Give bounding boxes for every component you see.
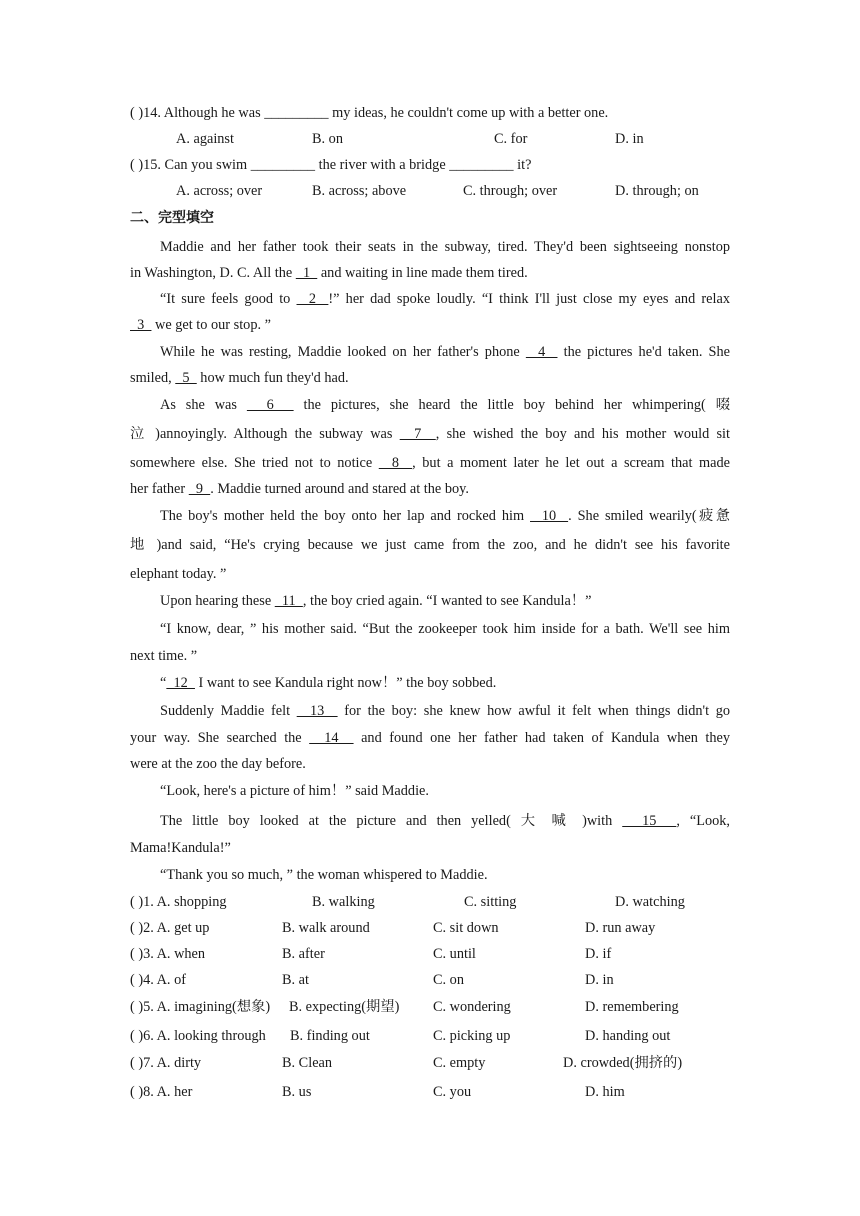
passage-line-4: 3 we get to our stop. ” xyxy=(130,317,271,333)
blank-number: 3 xyxy=(130,317,152,333)
question-15-stem: ( )15. Can you swim _________ the river with a bridge _________ it? xyxy=(130,157,532,173)
blank-number: 6 xyxy=(246,397,294,413)
blank-number: 11 xyxy=(274,593,303,609)
passage-line-13: elephant today. ” xyxy=(130,566,227,582)
blank-number: 1 xyxy=(295,265,318,281)
passage-line-17: “ 12 I want to see Kandula right now！” the boy sobbed. xyxy=(160,675,497,691)
passage-line-10: her father 9 . Maddie turned around and stared at the boy. xyxy=(130,481,469,497)
answer-row-8-a: ( )8. A. her xyxy=(130,1084,193,1100)
q15-option-c: C. through; over xyxy=(463,183,558,199)
answer-row-3-d: D. if xyxy=(585,946,612,962)
answer-row-7-d: D. crowded(拥挤的) xyxy=(563,1055,683,1071)
blank-number: 15 xyxy=(622,813,677,829)
blank-number: 7 xyxy=(399,426,436,442)
passage-line-3: “It sure feels good to 2 !” her dad spoke loudly. “I think I'll just close my eyes and relax xyxy=(160,291,730,307)
passage-line-18: Suddenly Maddie felt 13 for the boy: she knew how awful it felt when things didn't go xyxy=(160,703,730,719)
answer-row-5-b: B. expecting(期望) xyxy=(289,999,400,1015)
answer-row-2-b: B. walk around xyxy=(282,920,370,936)
answer-row-5-c: C. wondering xyxy=(433,999,511,1015)
passage-line-21: “Look, here's a picture of him！” said Maddie. xyxy=(160,783,429,799)
blank-number: 5 xyxy=(175,370,197,386)
answer-row-8-d: D. him xyxy=(585,1084,625,1100)
blank-number: 8 xyxy=(378,455,413,471)
passage-line-1: Maddie and her father took their seats in the subway, tired. They'd been sightseeing nonstop xyxy=(160,239,730,255)
answer-row-2-d: D. run away xyxy=(585,920,656,936)
answer-row-7-a: ( )7. A. dirty xyxy=(130,1055,202,1071)
answer-row-6-d: D. handing out xyxy=(585,1028,671,1044)
q14-option-c: C. for xyxy=(494,131,528,147)
passage-line-14: Upon hearing these 11 , the boy cried again. “I wanted to see Kandula！” xyxy=(160,593,592,609)
blank-number: 2 xyxy=(296,291,329,307)
passage-line-2: in Washington, D. C. All the 1 and waiting in line made them tired. xyxy=(130,265,528,281)
answer-row-7-b: B. Clean xyxy=(282,1055,333,1071)
passage-line-11: The boy's mother held the boy onto her lap and rocked him 10 . She smiled wearily(疲惫 xyxy=(160,508,731,524)
q15-option-d: D. through; on xyxy=(615,183,699,199)
blank-number: 12 xyxy=(166,675,195,691)
answer-row-1-a: ( )1. A. shopping xyxy=(130,894,227,910)
answer-row-1-c: C. sitting xyxy=(464,894,517,910)
blank-number: 14 xyxy=(309,730,354,746)
passage-line-19: your way. She searched the 14 and found one her father had taken of Kandula when they xyxy=(130,730,731,746)
answer-row-5-a: ( )5. A. imagining(想象) xyxy=(130,999,271,1015)
section-heading: 二、完型填空 xyxy=(130,210,214,226)
passage-line-12: 地 )and said, “He's crying because we just came from the zoo, and he didn't see his favorite xyxy=(130,537,730,553)
answer-row-6-c: C. picking up xyxy=(433,1028,511,1044)
answer-row-6-a: ( )6. A. looking through xyxy=(130,1028,266,1044)
blank-number: 4 xyxy=(525,344,558,360)
answer-row-3-a: ( )3. A. when xyxy=(130,946,206,962)
answer-row-3-c: C. until xyxy=(433,946,476,962)
answer-row-1-d: D. watching xyxy=(615,894,685,910)
passage-line-15: “I know, dear, ” his mother said. “But the zookeeper took him inside for a bath. We'll see him xyxy=(160,621,730,637)
passage-line-7: As she was 6 the pictures, she heard the little boy behind her whimpering( 啜 xyxy=(160,397,730,413)
passage-line-22: The little boy looked at the picture and then yelled( 大 喊 )with 15 , “Look, xyxy=(160,813,731,829)
passage-line-6: smiled, 5 how much fun they'd had. xyxy=(130,370,349,386)
blank-number: 13 xyxy=(296,703,338,719)
question-14-stem: ( )14. Although he was _________ my ideas, he couldn't come up with a better one. xyxy=(130,105,609,121)
passage-line-16: next time. ” xyxy=(130,648,198,664)
answer-row-7-c: C. empty xyxy=(433,1055,486,1071)
answer-row-5-d: D. remembering xyxy=(585,999,679,1015)
answer-row-4-c: C. on xyxy=(433,972,464,988)
blank-number: 9 xyxy=(188,481,211,497)
answer-row-1-b: B. walking xyxy=(312,894,375,910)
answer-row-4-b: B. at xyxy=(282,972,310,988)
passage-line-23: Mama!Kandula!” xyxy=(130,840,231,856)
answer-row-4-d: D. in xyxy=(585,972,614,988)
passage-line-20: were at the zoo the day before. xyxy=(130,756,306,772)
q14-option-b: B. on xyxy=(312,131,343,147)
passage-line-8: 泣 )annoyingly. Although the subway was 7 , she wished the boy and his mother would sit xyxy=(130,426,730,442)
q15-option-a: A. across; over xyxy=(176,183,263,199)
q15-option-b: B. across; above xyxy=(312,183,407,199)
q14-option-d: D. in xyxy=(615,131,644,147)
q14-option-a: A. against xyxy=(176,131,234,147)
blank-number: 10 xyxy=(530,508,569,524)
answer-row-4-a: ( )4. A. of xyxy=(130,972,186,988)
answer-row-8-b: B. us xyxy=(282,1084,312,1100)
passage-line-5: While he was resting, Maddie looked on her father's phone 4 the pictures he'd taken. She xyxy=(160,344,730,360)
answer-row-6-b: B. finding out xyxy=(290,1028,370,1044)
answer-row-8-c: C. you xyxy=(433,1084,472,1100)
passage-line-24: “Thank you so much, ” the woman whispered to Maddie. xyxy=(160,867,488,883)
answer-row-3-b: B. after xyxy=(282,946,325,962)
answer-row-2-a: ( )2. A. get up xyxy=(130,920,210,936)
passage-line-9: somewhere else. She tried not to notice 8 , but a moment later he let out a scream that made xyxy=(130,455,730,471)
answer-row-2-c: C. sit down xyxy=(433,920,499,936)
